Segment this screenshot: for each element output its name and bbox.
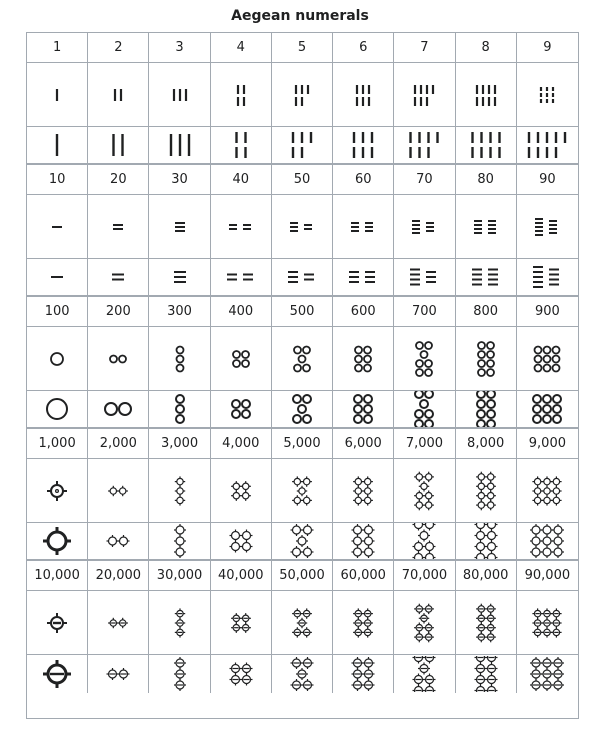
unit-2-large-symbol-icon bbox=[98, 128, 138, 162]
numeral-glyph-large-cell bbox=[272, 259, 333, 297]
numeral-glyph-large-cell bbox=[517, 259, 578, 297]
ten-9-symbol-icon bbox=[527, 212, 567, 242]
numeral-glyph-cell bbox=[27, 327, 88, 391]
thousand-3-symbol-icon bbox=[156, 466, 204, 516]
numeral-value-cell: 3 bbox=[149, 33, 210, 63]
ten-5-large-symbol-icon bbox=[282, 262, 322, 292]
numeral-glyph-large-cell bbox=[333, 391, 394, 429]
tenthousand-6-large-symbol-icon bbox=[339, 656, 387, 692]
numeral-glyph-cell bbox=[333, 591, 394, 655]
hundred-4-symbol-icon bbox=[219, 337, 263, 381]
hundred-2-symbol-icon bbox=[96, 337, 140, 381]
thousand-6-symbol-icon bbox=[339, 466, 387, 516]
thousand-6-large-symbol-icon bbox=[339, 523, 387, 559]
thousand-7-symbol-icon bbox=[400, 466, 448, 516]
unit-1-large-symbol-icon bbox=[37, 128, 77, 162]
ten-8-symbol-icon bbox=[466, 212, 506, 242]
numeral-glyph-large-cell bbox=[88, 523, 149, 561]
thousand-4-large-symbol-icon bbox=[217, 523, 265, 559]
ten-6-large-symbol-icon bbox=[343, 262, 383, 292]
numeral-value-cell: 5 bbox=[272, 33, 333, 63]
tenthousand-1-symbol-icon bbox=[33, 598, 81, 648]
hundred-4-large-symbol-icon bbox=[219, 391, 263, 427]
numeral-value-cell: 50 bbox=[272, 165, 333, 195]
numeral-value-cell: 40 bbox=[211, 165, 272, 195]
numeral-glyph-cell bbox=[394, 459, 455, 523]
numeral-glyph-large-cell bbox=[456, 655, 517, 693]
numeral-glyph-cell bbox=[149, 327, 210, 391]
numeral-glyph-cell bbox=[394, 195, 455, 259]
hundred-9-large-symbol-icon bbox=[525, 391, 569, 427]
numeral-glyph-large-cell bbox=[88, 391, 149, 429]
unit-4-large-symbol-icon bbox=[221, 128, 261, 162]
numeral-glyph-cell bbox=[88, 327, 149, 391]
tenthousand-9-large-symbol-icon bbox=[523, 656, 571, 692]
thousand-9-symbol-icon bbox=[523, 466, 571, 516]
numeral-glyph-large-cell bbox=[272, 523, 333, 561]
numeral-glyph-cell bbox=[88, 195, 149, 259]
tenthousand-8-symbol-icon bbox=[462, 598, 510, 648]
hundred-1-large-symbol-icon bbox=[35, 391, 79, 427]
numeral-value-cell: 4 bbox=[211, 33, 272, 63]
unit-3-symbol-icon bbox=[160, 81, 200, 109]
numeral-value-cell: 300 bbox=[149, 297, 210, 327]
numeral-glyph-large-cell bbox=[333, 127, 394, 165]
numeral-value-cell: 200 bbox=[88, 297, 149, 327]
numeral-value-cell: 7 bbox=[394, 33, 455, 63]
numeral-glyph-large-cell bbox=[333, 259, 394, 297]
numeral-glyph-cell bbox=[149, 459, 210, 523]
numeral-glyph-cell bbox=[27, 63, 88, 127]
hundred-7-large-symbol-icon bbox=[402, 391, 446, 427]
numeral-value-cell: 9 bbox=[517, 33, 578, 63]
unit-1-symbol-icon bbox=[37, 81, 77, 109]
numeral-glyph-large-cell bbox=[27, 259, 88, 297]
numeral-glyph-cell bbox=[272, 459, 333, 523]
unit-8-symbol-icon bbox=[466, 81, 506, 109]
thousand-5-symbol-icon bbox=[278, 466, 326, 516]
numeral-glyph-cell bbox=[456, 63, 517, 127]
ten-7-symbol-icon bbox=[404, 212, 444, 242]
numeral-value-cell: 10 bbox=[27, 165, 88, 195]
tenthousand-4-symbol-icon bbox=[217, 598, 265, 648]
numeral-glyph-large-cell bbox=[211, 391, 272, 429]
numeral-glyph-cell bbox=[88, 63, 149, 127]
numeral-glyph-large-cell bbox=[517, 523, 578, 561]
numeral-glyph-cell bbox=[456, 327, 517, 391]
numeral-glyph-large-cell bbox=[394, 127, 455, 165]
numeral-glyph-cell bbox=[149, 591, 210, 655]
tenthousand-3-symbol-icon bbox=[156, 598, 204, 648]
numeral-glyph-large-cell bbox=[149, 127, 210, 165]
thousand-2-large-symbol-icon bbox=[94, 523, 142, 559]
table-caption: Aegean numerals bbox=[231, 8, 369, 24]
numeral-glyph-large-cell bbox=[27, 655, 88, 693]
numeral-glyph-cell bbox=[517, 327, 578, 391]
numeral-value-cell: 5,000 bbox=[272, 429, 333, 459]
numeral-value-cell: 70 bbox=[394, 165, 455, 195]
ten-1-large-symbol-icon bbox=[37, 262, 77, 292]
numeral-glyph-large-cell bbox=[27, 127, 88, 165]
thousand-8-symbol-icon bbox=[462, 466, 510, 516]
numeral-glyph-cell bbox=[272, 591, 333, 655]
numeral-glyph-cell bbox=[211, 459, 272, 523]
numeral-value-cell: 8,000 bbox=[456, 429, 517, 459]
numeral-glyph-large-cell bbox=[211, 259, 272, 297]
numeral-glyph-large-cell bbox=[456, 523, 517, 561]
hundred-6-large-symbol-icon bbox=[341, 391, 385, 427]
numeral-value-cell: 9,000 bbox=[517, 429, 578, 459]
ten-2-large-symbol-icon bbox=[98, 262, 138, 292]
numeral-value-cell: 90,000 bbox=[517, 561, 578, 591]
thousand-9-large-symbol-icon bbox=[523, 523, 571, 559]
numeral-value-cell: 70,000 bbox=[394, 561, 455, 591]
numeral-glyph-large-cell bbox=[394, 391, 455, 429]
ten-2-symbol-icon bbox=[98, 212, 138, 242]
tenthousand-7-large-symbol-icon bbox=[400, 656, 448, 692]
numeral-value-cell: 30 bbox=[149, 165, 210, 195]
tenthousand-3-large-symbol-icon bbox=[156, 656, 204, 692]
numeral-glyph-large-cell bbox=[456, 391, 517, 429]
numeral-glyph-cell bbox=[272, 195, 333, 259]
aegean-numerals-table bbox=[26, 32, 579, 719]
numeral-glyph-cell bbox=[211, 327, 272, 391]
hundred-3-symbol-icon bbox=[158, 337, 202, 381]
tenthousand-6-symbol-icon bbox=[339, 598, 387, 648]
numeral-glyph-large-cell bbox=[394, 655, 455, 693]
numeral-glyph-cell bbox=[517, 63, 578, 127]
tenthousand-5-large-symbol-icon bbox=[278, 656, 326, 692]
thousand-1-symbol-icon bbox=[33, 466, 81, 516]
numeral-glyph-cell bbox=[333, 195, 394, 259]
numeral-glyph-large-cell bbox=[456, 259, 517, 297]
hundred-7-symbol-icon bbox=[402, 337, 446, 381]
numeral-value-cell: 90 bbox=[517, 165, 578, 195]
numeral-value-cell: 80 bbox=[456, 165, 517, 195]
unit-7-symbol-icon bbox=[404, 81, 444, 109]
ten-8-large-symbol-icon bbox=[466, 262, 506, 292]
numeral-glyph-cell bbox=[27, 591, 88, 655]
numeral-glyph-cell bbox=[272, 63, 333, 127]
thousand-8-large-symbol-icon bbox=[462, 523, 510, 559]
numeral-glyph-large-cell bbox=[211, 523, 272, 561]
thousand-4-symbol-icon bbox=[217, 466, 265, 516]
hundred-2-large-symbol-icon bbox=[96, 391, 140, 427]
numeral-glyph-large-cell bbox=[211, 127, 272, 165]
hundred-5-symbol-icon bbox=[280, 337, 324, 381]
tenthousand-5-symbol-icon bbox=[278, 598, 326, 648]
numeral-glyph-large-cell bbox=[333, 523, 394, 561]
numeral-value-cell: 20 bbox=[88, 165, 149, 195]
thousand-7-large-symbol-icon bbox=[400, 523, 448, 559]
numeral-value-cell: 400 bbox=[211, 297, 272, 327]
hundred-5-large-symbol-icon bbox=[280, 391, 324, 427]
numeral-glyph-cell bbox=[517, 195, 578, 259]
numeral-glyph-large-cell bbox=[149, 523, 210, 561]
numeral-value-cell: 60,000 bbox=[333, 561, 394, 591]
numeral-value-cell: 6 bbox=[333, 33, 394, 63]
numeral-value-cell: 100 bbox=[27, 297, 88, 327]
numeral-glyph-cell bbox=[394, 327, 455, 391]
numeral-value-cell: 1,000 bbox=[27, 429, 88, 459]
thousand-1-large-symbol-icon bbox=[33, 523, 81, 559]
numeral-value-cell: 4,000 bbox=[211, 429, 272, 459]
numeral-glyph-large-cell bbox=[517, 127, 578, 165]
unit-3-large-symbol-icon bbox=[160, 128, 200, 162]
numeral-value-cell: 80,000 bbox=[456, 561, 517, 591]
numeral-glyph-large-cell bbox=[333, 655, 394, 693]
unit-6-symbol-icon bbox=[343, 81, 383, 109]
numeral-glyph-large-cell bbox=[272, 655, 333, 693]
numeral-glyph-cell bbox=[517, 591, 578, 655]
numeral-glyph-large-cell bbox=[517, 391, 578, 429]
ten-5-symbol-icon bbox=[282, 212, 322, 242]
numeral-glyph-cell bbox=[88, 591, 149, 655]
numeral-glyph-large-cell bbox=[88, 127, 149, 165]
ten-1-symbol-icon bbox=[37, 212, 77, 242]
numeral-value-cell: 8 bbox=[456, 33, 517, 63]
numeral-glyph-cell bbox=[149, 195, 210, 259]
numeral-glyph-large-cell bbox=[88, 655, 149, 693]
unit-9-symbol-icon bbox=[527, 81, 567, 109]
tenthousand-7-symbol-icon bbox=[400, 598, 448, 648]
numeral-glyph-large-cell bbox=[394, 523, 455, 561]
thousand-2-symbol-icon bbox=[94, 466, 142, 516]
ten-7-large-symbol-icon bbox=[404, 262, 444, 292]
numeral-glyph-cell bbox=[394, 63, 455, 127]
unit-2-symbol-icon bbox=[98, 81, 138, 109]
numeral-glyph-cell bbox=[211, 63, 272, 127]
numeral-glyph-cell bbox=[333, 63, 394, 127]
hundred-3-large-symbol-icon bbox=[158, 391, 202, 427]
numeral-value-cell: 50,000 bbox=[272, 561, 333, 591]
numeral-glyph-cell bbox=[27, 195, 88, 259]
numeral-glyph-large-cell bbox=[27, 391, 88, 429]
numeral-value-cell: 700 bbox=[394, 297, 455, 327]
numeral-glyph-cell bbox=[88, 459, 149, 523]
hundred-8-large-symbol-icon bbox=[464, 391, 508, 427]
tenthousand-1-large-symbol-icon bbox=[33, 656, 81, 692]
numeral-value-cell: 3,000 bbox=[149, 429, 210, 459]
numeral-value-cell: 800 bbox=[456, 297, 517, 327]
unit-6-large-symbol-icon bbox=[343, 128, 383, 162]
numeral-value-cell: 10,000 bbox=[27, 561, 88, 591]
numeral-glyph-large-cell bbox=[456, 127, 517, 165]
numeral-value-cell: 7,000 bbox=[394, 429, 455, 459]
numeral-glyph-large-cell bbox=[88, 259, 149, 297]
numeral-glyph-cell bbox=[333, 459, 394, 523]
numeral-glyph-large-cell bbox=[517, 655, 578, 693]
ten-6-symbol-icon bbox=[343, 212, 383, 242]
numeral-glyph-cell bbox=[456, 459, 517, 523]
numeral-value-cell: 900 bbox=[517, 297, 578, 327]
hundred-9-symbol-icon bbox=[525, 337, 569, 381]
numeral-glyph-cell bbox=[149, 63, 210, 127]
hundred-1-symbol-icon bbox=[35, 337, 79, 381]
numeral-glyph-large-cell bbox=[394, 259, 455, 297]
numeral-value-cell: 1 bbox=[27, 33, 88, 63]
thousand-5-large-symbol-icon bbox=[278, 523, 326, 559]
tenthousand-2-symbol-icon bbox=[94, 598, 142, 648]
hundred-6-symbol-icon bbox=[341, 337, 385, 381]
tenthousand-2-large-symbol-icon bbox=[94, 656, 142, 692]
numeral-glyph-cell bbox=[333, 327, 394, 391]
numeral-glyph-cell bbox=[456, 591, 517, 655]
unit-9-large-symbol-icon bbox=[527, 128, 567, 162]
numeral-value-cell: 20,000 bbox=[88, 561, 149, 591]
ten-9-large-symbol-icon bbox=[527, 262, 567, 292]
numeral-glyph-cell bbox=[211, 195, 272, 259]
tenthousand-8-large-symbol-icon bbox=[462, 656, 510, 692]
numeral-value-cell: 2 bbox=[88, 33, 149, 63]
tenthousand-4-large-symbol-icon bbox=[217, 656, 265, 692]
ten-4-large-symbol-icon bbox=[221, 262, 261, 292]
unit-7-large-symbol-icon bbox=[404, 128, 444, 162]
unit-8-large-symbol-icon bbox=[466, 128, 506, 162]
tenthousand-9-symbol-icon bbox=[523, 598, 571, 648]
numeral-glyph-cell bbox=[517, 459, 578, 523]
numeral-glyph-large-cell bbox=[149, 259, 210, 297]
numeral-glyph-large-cell bbox=[272, 127, 333, 165]
numeral-value-cell: 600 bbox=[333, 297, 394, 327]
numeral-value-cell: 6,000 bbox=[333, 429, 394, 459]
hundred-8-symbol-icon bbox=[464, 337, 508, 381]
thousand-3-large-symbol-icon bbox=[156, 523, 204, 559]
numeral-value-cell: 40,000 bbox=[211, 561, 272, 591]
unit-5-symbol-icon bbox=[282, 81, 322, 109]
numeral-glyph-large-cell bbox=[27, 523, 88, 561]
ten-4-symbol-icon bbox=[221, 212, 261, 242]
numeral-glyph-large-cell bbox=[149, 391, 210, 429]
unit-5-large-symbol-icon bbox=[282, 128, 322, 162]
ten-3-symbol-icon bbox=[160, 212, 200, 242]
numeral-glyph-large-cell bbox=[272, 391, 333, 429]
numeral-glyph-large-cell bbox=[149, 655, 210, 693]
numeral-glyph-large-cell bbox=[211, 655, 272, 693]
unit-4-symbol-icon bbox=[221, 81, 261, 109]
numeral-value-cell: 2,000 bbox=[88, 429, 149, 459]
numeral-glyph-cell bbox=[394, 591, 455, 655]
numeral-glyph-cell bbox=[211, 591, 272, 655]
numeral-value-cell: 500 bbox=[272, 297, 333, 327]
numeral-value-cell: 60 bbox=[333, 165, 394, 195]
numeral-value-cell: 30,000 bbox=[149, 561, 210, 591]
numeral-glyph-cell bbox=[456, 195, 517, 259]
numeral-glyph-cell bbox=[272, 327, 333, 391]
numeral-glyph-cell bbox=[27, 459, 88, 523]
ten-3-large-symbol-icon bbox=[160, 262, 200, 292]
